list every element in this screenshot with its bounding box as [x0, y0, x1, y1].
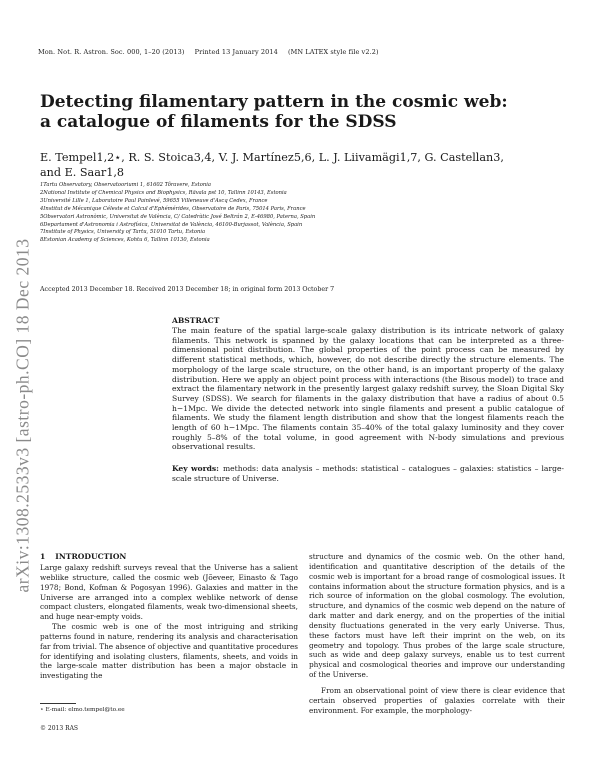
affiliation: 3Université Lille 1, Laboratoire Paul Painlevé, 59655 Villeneuve d'Ascq Cedex, France [40, 197, 268, 204]
affiliation: 7Institute of Physics, University of Tartu, 51010 Tartu, Estonia [40, 229, 206, 236]
title-line: a catalogue of filaments for the SDSS [40, 112, 397, 132]
author-line: and E. Saar1,8 [40, 166, 125, 179]
email-footnote: ⋆ E-mail: elmo.tempel@to.ee [40, 707, 125, 713]
arxiv-stamp: arXiv:1308.2533v3 [astro-ph.CO] 18 Dec 2013 [12, 238, 33, 592]
keywords-label: Key words: [172, 464, 219, 473]
keywords-text: methods: data analysis – methods: statistical – catalogues – galaxies: statistics – large-scale structure of Universe. [172, 464, 565, 483]
affiliation: 2National Institute of Chemical Physics and Biophysics, Rävala pst 10, Tallinn 10143, Estonia [40, 189, 287, 196]
paragraph: Large galaxy redshift surveys reveal that the Universe has a salient weblike structure, called the cosmic web (Jõeveer, Einasto & Tago 1978; Bond, Kofman & Pogosyan 1996). Galaxies and matter in the Universe are arranged into a complex weblike network of dense compact clusters, elongated filaments, weak two-dimensional sheets, and huge near-empty voids. [40, 563, 298, 622]
section-heading [40, 552, 126, 561]
paragraph: structure and dynamics of the cosmic web. On the other hand, identification and quantitative description of the details of the cosmic web is important for a broad range of cosmological issues. It contains information about the structure formation physics, and is a rich source of information on the global cosmology. The evolution, structure, and dynamics of the cosmic web depend on the nature of dark matter and dark energy, and on the properties of the initial density fluctuations generated in the very early Universe. Thus, these factors must have left their imprint on the web, on its geometry and topology. Thus probes of the large scale structure, such as wide and deep galaxy surveys, enable us to test current physical and cosmological theories and improve our understanding of the Universe. [309, 552, 565, 680]
right-column [309, 552, 565, 716]
affiliation: 8Estonian Academy of Sciences, Kohtu 6, Tallinn 10130, Estonia [40, 237, 210, 244]
author-list [40, 150, 560, 180]
affiliation: 4Institut de Mécanique Céleste et Calcul d'Ephémérides, Observatoire de Paris, 75014 Paris, France [40, 205, 306, 212]
section-title: INTRODUCTION [55, 552, 127, 561]
style-file: (MN LATEX style file v2.2) [288, 48, 379, 56]
author-line: E. Tempel1,2⋆, R. S. Stoica3,4, V. J. Martínez5,6, L. J. Liivamägi1,7, G. Castellan3, [40, 151, 504, 164]
journal-reference: Mon. Not. R. Astron. Soc. 000, 1–20 (2013) [38, 48, 185, 56]
affiliation-list [40, 182, 560, 245]
paragraph: The cosmic web is one of the most intriguing and striking patterns found in nature, rendering its analysis and characterisation far from trivial. The absence of objective and quantitative procedures for identifying and isolating clusters, filaments, sheets, and voids in the large-scale matter distribution has been a major obstacle in investigating the [40, 622, 299, 681]
section-number: 1 [40, 552, 46, 561]
arxiv-stamp-container [0, 200, 45, 630]
printed-date: Printed 13 January 2014 [194, 48, 278, 56]
affiliation: 6Departament d'Astronomia i Astrofísica, Universitat de València, 46100-Burjassot, València, Spain [40, 221, 303, 228]
affiliation: 1Tartu Observatory, Observatooriumi 1, 61602 Tõravere, Estonia [40, 182, 211, 188]
keywords [172, 464, 564, 483]
running-head [38, 48, 387, 56]
paper-title [40, 92, 510, 132]
affiliation: 5Observatori Astronòmic, Universitat de València, C/ Catedràtic José Beltrán 2, E-46980, Paterna, Spain [40, 213, 316, 220]
abstract-body: The main feature of the spatial large-scale galaxy distribution is its intricate network of galaxy filaments. This network is spanned by the galaxy locations that can be interpreted as a three-dimensional point distribution. The global properties of the point process can be measured by different statistical methods, which, however, do not describe directly the structure elements. The morphology of the large scale structure, on the other hand, is an important property of the galaxy distribution. Here we apply an object point process with interactions (the Bisous model) to trace and extract the filamentary network in the presently largest galaxy redshift survey, the Sloan Digital Sky Survey (SDSS). We search for filaments in the galaxy distribution that have a radius of about 0.5 h−1Mpc. We divide the detected network into single filaments and present a public catalogue of filaments. We study the filament length distribution and show that the longest filaments reach the length of 60 h−1Mpc. The filaments contain 35–40% of the total galaxy luminosity and they cover roughly 5–8% of the total volume, in good agreement with N-body simulations and previous observational results. [172, 326, 564, 452]
abstract-heading: ABSTRACT [172, 316, 220, 325]
submission-dates: Accepted 2013 December 18. Received 2013 December 18; in original form 2013 October 7 [40, 286, 335, 293]
left-column [40, 563, 298, 681]
copyright: © 2013 RAS [40, 725, 79, 732]
title-line: Detecting filamentary pattern in the cosmic web: [40, 92, 508, 112]
footnote-rule [40, 703, 76, 704]
paragraph: From an observational point of view there is clear evidence that certain observed properties of galaxies correlate with their environment. For example, the morphology- [309, 685, 565, 715]
